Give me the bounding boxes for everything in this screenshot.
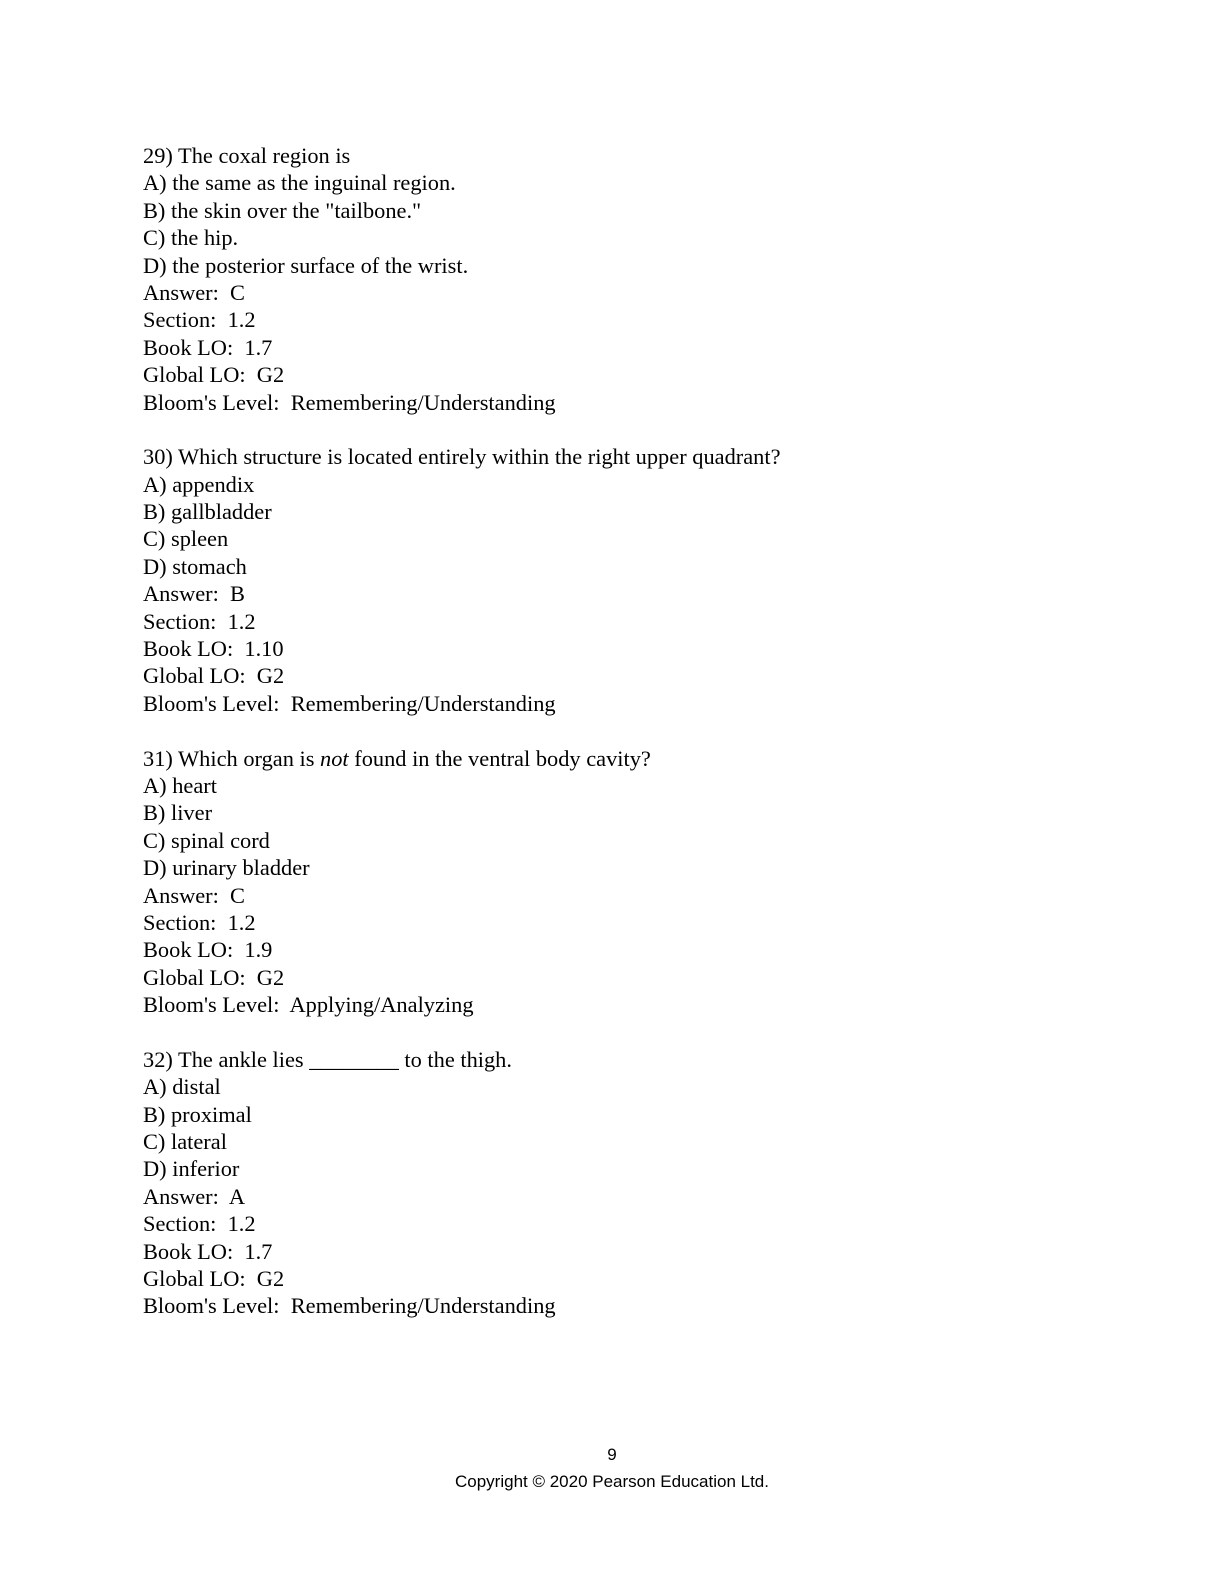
question-metadata: Bloom's Level: Remembering/Understanding	[143, 690, 556, 716]
question-metadata: Section: 1.2	[143, 1211, 256, 1237]
question-metadata: Book LO: 1.7	[143, 334, 273, 360]
question-metadata: Book LO: 1.10	[143, 636, 284, 662]
question-block	[143, 1046, 1103, 1320]
question-metadata: Answer: C	[143, 882, 245, 908]
question-metadata: Book LO: 1.9	[143, 937, 273, 963]
answer-option: A) distal	[143, 1074, 221, 1100]
answer-option: D) stomach	[143, 553, 247, 579]
emphasis-text: not	[320, 745, 349, 771]
page-number: 9	[607, 1445, 617, 1464]
question-metadata: Bloom's Level: Applying/Analyzing	[143, 992, 474, 1018]
question-list	[143, 142, 1103, 1347]
answer-option: D) inferior	[143, 1156, 240, 1182]
answer-option: B) the skin over the "tailbone."	[143, 197, 422, 223]
answer-option: B) gallbladder	[143, 499, 272, 525]
answer-option: C) lateral	[143, 1129, 227, 1155]
question-metadata: Global LO: G2	[143, 663, 285, 689]
answer-option: C) spinal cord	[143, 827, 270, 853]
question-metadata: Section: 1.2	[143, 909, 256, 935]
question-metadata: Answer: C	[143, 279, 245, 305]
question-stem	[143, 1046, 1103, 1073]
stem-text: 29) The coxal region is	[143, 143, 351, 168]
answer-option: D) urinary bladder	[143, 855, 310, 881]
question-block	[143, 142, 1103, 416]
question-metadata: Answer: A	[143, 1183, 245, 1209]
question-metadata: Bloom's Level: Remembering/Understanding	[143, 1293, 556, 1319]
answer-option: B) proximal	[143, 1101, 252, 1127]
stem-text: found in the ventral body cavity?	[348, 745, 651, 771]
answer-option: C) spleen	[143, 526, 229, 552]
question-metadata: Global LO: G2	[143, 1266, 285, 1292]
answer-option: D) the posterior surface of the wrist.	[143, 252, 469, 278]
question-metadata: Global LO: G2	[143, 362, 285, 388]
question-stem	[143, 745, 1103, 772]
question-metadata: Book LO: 1.7	[143, 1238, 273, 1264]
answer-option: A) appendix	[143, 471, 255, 497]
question-metadata: Section: 1.2	[143, 608, 256, 634]
question-block	[143, 745, 1103, 1019]
question-metadata: Section: 1.2	[143, 307, 256, 333]
question-block	[143, 443, 1103, 717]
answer-option: B) liver	[143, 800, 213, 826]
question-stem	[143, 443, 1103, 470]
question-metadata: Global LO: G2	[143, 964, 285, 990]
copyright-notice: Copyright © 2020 Pearson Education Ltd.	[454, 1472, 769, 1491]
answer-option: A) heart	[143, 772, 217, 798]
answer-option: A) the same as the inguinal region.	[143, 170, 456, 196]
answer-option: C) the hip.	[143, 225, 239, 251]
stem-text: 30) Which structure is located entirely within the right upper quadrant?	[143, 444, 781, 470]
question-metadata: Bloom's Level: Remembering/Understanding	[143, 389, 556, 415]
stem-text: 31) Which organ is	[143, 745, 321, 771]
stem-text: 32) The ankle lies ________ to the thigh.	[143, 1046, 512, 1072]
question-stem	[143, 142, 1103, 169]
question-metadata: Answer: B	[143, 581, 245, 607]
